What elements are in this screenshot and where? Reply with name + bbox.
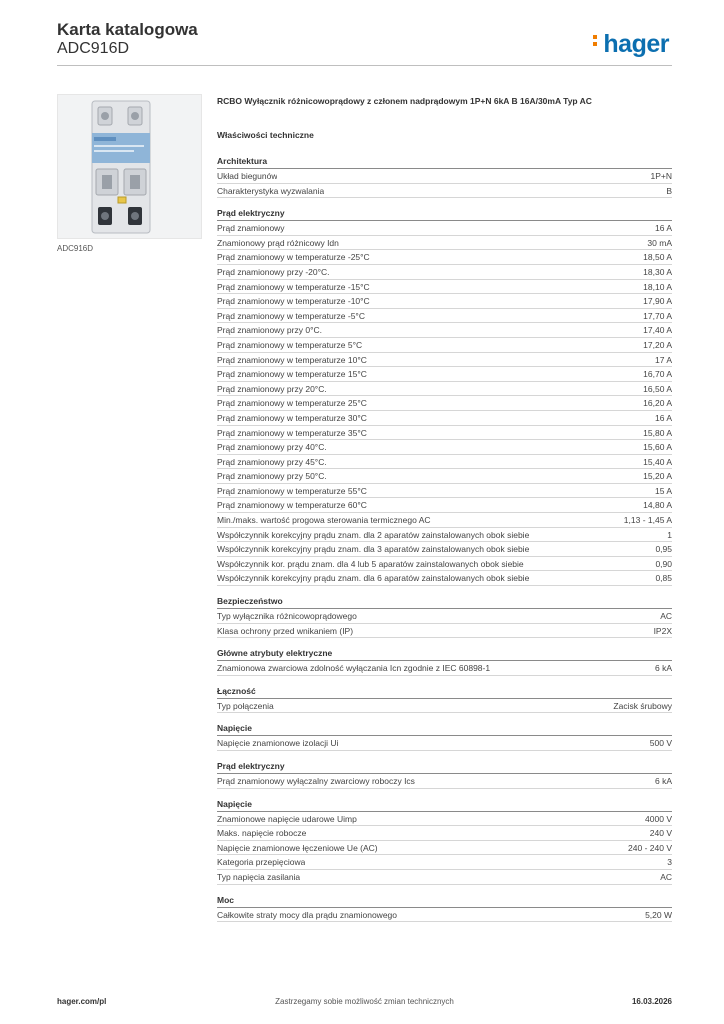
spec-row <box>217 367 672 382</box>
spec-label: Układ biegunów <box>217 171 278 181</box>
spec-value: 5,20 W <box>645 909 672 920</box>
spec-row <box>217 309 672 324</box>
technical-properties-title: Właściwości techniczne <box>217 130 314 140</box>
spec-label: Prąd znamionowy w temperaturze 55°C <box>217 485 367 496</box>
spec-value: 18,10 A <box>643 281 672 292</box>
section-title: Prąd elektryczny <box>217 758 672 774</box>
spec-value: 17,40 A <box>643 325 672 336</box>
spec-value: 16,50 A <box>643 383 672 394</box>
spec-label: Kategoria przepięciowa <box>217 857 306 868</box>
rcbo-device-icon <box>58 95 201 238</box>
spec-label: Prąd znamionowy wyłączalny zwarciowy roboczy Ics <box>217 776 415 786</box>
spec-label: Prąd znamionowy w temperaturze -25°C <box>217 252 370 263</box>
spec-row <box>217 353 672 368</box>
spec-value: 3 <box>667 857 672 868</box>
spec-row <box>217 294 672 309</box>
spec-value: 30 mA <box>647 237 672 248</box>
spec-row <box>217 542 672 557</box>
spec-row <box>217 426 672 441</box>
spec-sections <box>217 153 672 922</box>
spec-section <box>217 758 672 789</box>
spec-label: Typ wyłącznika różnicowoprądowego <box>217 611 357 622</box>
spec-label: Min./maks. wartość progowa sterowania termicznego AC <box>217 515 431 526</box>
product-code: ADC916D <box>57 40 130 57</box>
spec-value: 0,95 <box>655 544 672 555</box>
logo-text: hager <box>603 30 669 58</box>
footer-disclaimer: Zastrzegamy sobie możliwość zmian technicznych <box>275 997 454 1006</box>
spec-row <box>217 484 672 499</box>
spec-label: Prąd znamionowy przy 0°C. <box>217 325 322 336</box>
spec-label: Prąd znamionowy przy 50°C. <box>217 471 327 482</box>
spec-label: Współczynnik korekcyjny prądu znam. dla 3 aparatów zainstalowanych obok siebie <box>217 544 530 555</box>
spec-row <box>217 236 672 251</box>
spec-value: IP2X <box>653 625 672 636</box>
spec-section <box>217 796 672 885</box>
spec-label: Prąd znamionowy przy 45°C. <box>217 456 327 467</box>
spec-row <box>217 661 672 676</box>
spec-label: Współczynnik kor. prądu znam. dla 4 lub 5 aparatów zainstalowanych obok siebie <box>217 558 524 569</box>
section-title: Napięcie <box>217 720 672 736</box>
spec-row <box>217 455 672 470</box>
spec-label: Współczynnik korekcyjny prądu znam. dla 6 aparatów zainstalowanych obok siebie <box>217 573 530 584</box>
spec-label: Współczynnik korekcyjny prądu znam. dla 2 aparatów zainstalowanych obok siebie <box>217 529 530 540</box>
spec-row <box>217 265 672 280</box>
section-title: Prąd elektryczny <box>217 205 672 221</box>
spec-value: 16,20 A <box>643 398 672 409</box>
spec-row <box>217 557 672 572</box>
spec-row <box>217 736 672 751</box>
spec-row <box>217 624 672 639</box>
spec-label: Maks. napięcie robocze <box>217 828 307 839</box>
spec-label: Napięcie znamionowe łęczeniowe Ue (AC) <box>217 842 378 853</box>
spec-value: 16 A <box>654 412 672 423</box>
spec-value: 240 V <box>649 828 672 839</box>
product-image <box>57 94 202 239</box>
spec-row <box>217 250 672 265</box>
spec-value: 0,90 <box>655 558 672 569</box>
spec-value: 14,80 A <box>643 500 672 511</box>
spec-row <box>217 571 672 586</box>
spec-row <box>217 855 672 870</box>
spec-value: 15,80 A <box>643 427 672 438</box>
spec-label: Prąd znamionowy przy -20°C. <box>217 266 330 277</box>
spec-row <box>217 382 672 397</box>
spec-row <box>217 498 672 513</box>
spec-label: Prąd znamionowy w temperaturze 60°C <box>217 500 367 511</box>
spec-row <box>217 221 672 236</box>
spec-value: B <box>666 185 672 196</box>
spec-value: 15,60 A <box>643 442 672 453</box>
spec-label: Prąd znamionowy w temperaturze -5°C <box>217 310 365 321</box>
spec-value: 15 A <box>654 485 672 496</box>
spec-label: Znamionowy prąd różnicowy Idn <box>217 237 339 248</box>
spec-section <box>217 892 672 923</box>
spec-value: 16,70 A <box>643 369 672 380</box>
spec-value: 18,50 A <box>643 252 672 263</box>
spec-value: 15,20 A <box>643 471 672 482</box>
spec-section <box>217 153 672 198</box>
spec-row <box>217 396 672 411</box>
spec-value: 1P+N <box>650 171 672 181</box>
spec-row <box>217 411 672 426</box>
spec-label: Prąd znamionowy w temperaturze -15°C <box>217 281 370 292</box>
spec-label: Typ napięcia zasilania <box>217 871 301 882</box>
spec-value: AC <box>660 871 672 882</box>
spec-label: Prąd znamionowy w temperaturze 15°C <box>217 369 367 380</box>
spec-label: Prąd znamionowy przy 20°C. <box>217 383 327 394</box>
spec-value: 4000 V <box>645 813 672 824</box>
spec-value: 1,13 - 1,45 A <box>623 515 672 526</box>
spec-value: AC <box>660 611 672 622</box>
spec-row <box>217 528 672 543</box>
section-title: Architektura <box>217 153 672 169</box>
spec-row <box>217 323 672 338</box>
header-divider <box>57 65 672 66</box>
spec-label: Prąd znamionowy w temperaturze 10°C <box>217 354 367 365</box>
spec-label: Prąd znamionowy w temperaturze 25°C <box>217 398 367 409</box>
spec-value: 6 kA <box>654 776 672 786</box>
section-title: Główne atrybuty elektryczne <box>217 645 672 661</box>
spec-row <box>217 513 672 528</box>
spec-value: 17 A <box>654 354 672 365</box>
spec-label: Prąd znamionowy w temperaturze -10°C <box>217 296 370 307</box>
spec-label: Znamionowe napięcie udarowe Uimp <box>217 813 357 824</box>
logo-dots-icon <box>593 32 601 49</box>
spec-value: 0,85 <box>655 573 672 584</box>
spec-section <box>217 205 672 586</box>
spec-row <box>217 699 672 714</box>
spec-label: Prąd znamionowy <box>217 223 285 234</box>
spec-row <box>217 440 672 455</box>
spec-value: 17,20 A <box>643 339 672 350</box>
document-title: Karta katalogowa <box>57 20 198 39</box>
spec-label: Napięcie znamionowe izolacji Ui <box>217 738 339 749</box>
spec-value: 17,90 A <box>643 296 672 307</box>
spec-row <box>217 774 672 789</box>
footer-date: 16.03.2026 <box>631 997 672 1006</box>
spec-label: Znamionowa zwarciowa zdolność wyłączania Icn zgodnie z IEC 60898-1 <box>217 663 491 674</box>
spec-section <box>217 645 672 676</box>
spec-section <box>217 593 672 638</box>
spec-label: Prąd znamionowy w temperaturze 5°C <box>217 339 363 350</box>
spec-row <box>217 280 672 295</box>
spec-label: Typ połączenia <box>217 700 274 711</box>
page-header <box>57 20 677 58</box>
section-title: Łączność <box>217 683 672 699</box>
spec-content <box>217 95 672 929</box>
spec-label: Prąd znamionowy w temperaturze 35°C <box>217 427 367 438</box>
spec-value: 500 V <box>649 738 672 749</box>
spec-row <box>217 812 672 827</box>
spec-label: Klasa ochrony przed wnikaniem (IP) <box>217 625 354 636</box>
spec-label: Prąd znamionowy przy 40°C. <box>217 442 327 453</box>
spec-row <box>217 870 672 885</box>
spec-row <box>217 184 672 199</box>
product-description: RCBO Wyłącznik różnicowoprądowy z członem nadprądowym 1P+N 6kA B 16A/30mA Typ AC <box>217 96 592 106</box>
spec-row <box>217 338 672 353</box>
spec-value: 1 <box>667 529 672 540</box>
hager-logo <box>593 30 669 59</box>
spec-label: Prąd znamionowy w temperaturze 30°C <box>217 412 367 423</box>
spec-value: 15,40 A <box>643 456 672 467</box>
spec-row <box>217 908 672 923</box>
spec-value: 17,70 A <box>643 310 672 321</box>
spec-label: Całkowite straty mocy dla prądu znamionowego <box>217 909 398 920</box>
spec-row <box>217 841 672 856</box>
spec-value: 16 A <box>654 223 672 234</box>
spec-row <box>217 169 672 184</box>
spec-row <box>217 609 672 624</box>
section-title: Napięcie <box>217 796 672 812</box>
product-image-caption: ADC916D <box>57 244 94 253</box>
section-title: Bezpieczeństwo <box>217 593 672 609</box>
spec-value: Zacisk śrubowy <box>613 700 672 711</box>
spec-value: 18,30 A <box>643 266 672 277</box>
spec-value: 6 kA <box>654 663 672 674</box>
spec-row <box>217 826 672 841</box>
section-title: Moc <box>217 892 672 908</box>
spec-section <box>217 683 672 714</box>
spec-value: 240 - 240 V <box>628 842 672 853</box>
spec-row <box>217 469 672 484</box>
footer-website-link[interactable]: hager.com/pl <box>57 997 107 1006</box>
spec-section <box>217 720 672 751</box>
spec-label: Charakterystyka wyzwalania <box>217 185 325 196</box>
